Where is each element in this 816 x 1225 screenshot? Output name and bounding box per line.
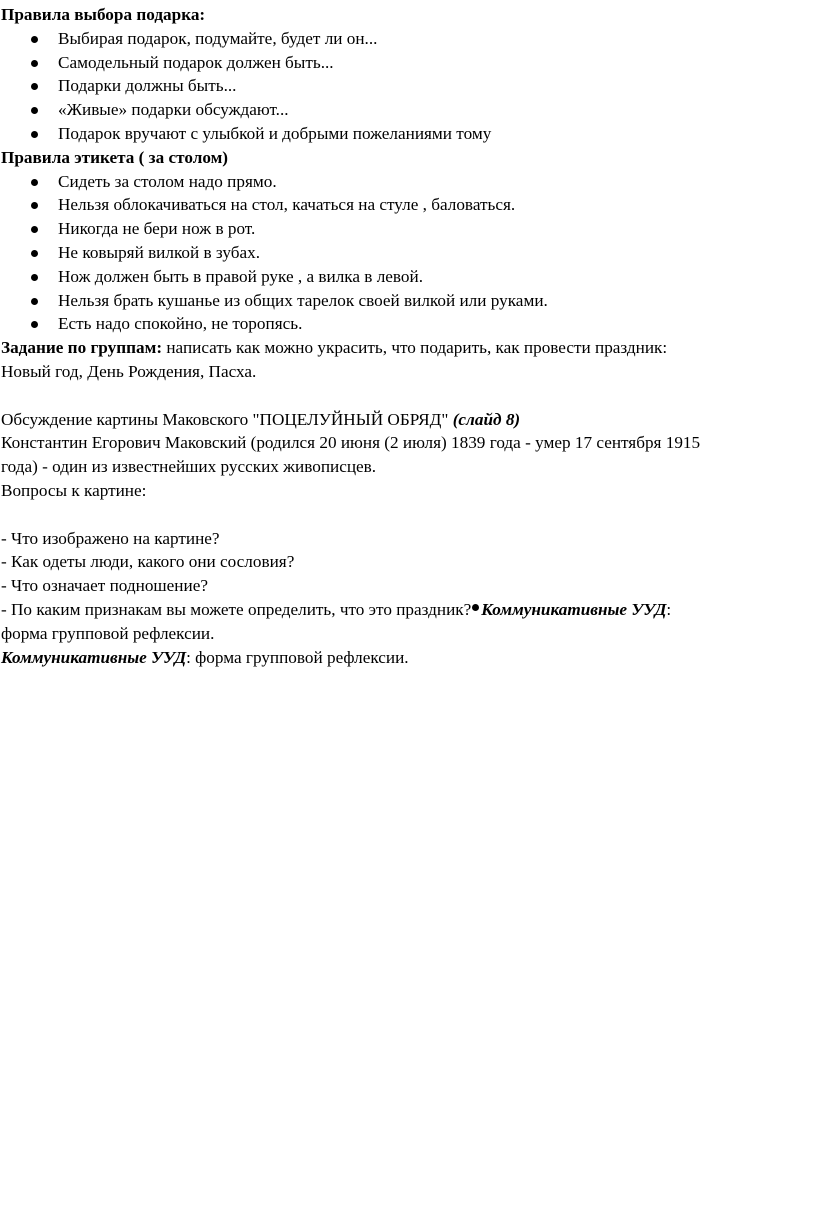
list-item: Не ковыряй вилкой в зубах. — [0, 241, 812, 265]
list-item: Никогда не бери нож в рот. — [0, 217, 812, 241]
document-page — [0, 3, 812, 669]
question-4-line2: форма групповой рефлексии. — [1, 623, 215, 643]
list-item: Нельзя брать кушанье из общих тарелок своей вилкой или руками. — [0, 289, 812, 313]
bullet-icon — [31, 274, 38, 281]
list-item: «Живые» подарки обсуждают... — [0, 98, 812, 122]
question-3: - Что означает подношение? — [1, 576, 208, 596]
table-rules-heading: Правила этикета ( за столом) — [1, 147, 229, 167]
bullet-icon — [31, 36, 38, 43]
list-item: Подарки должны быть... — [0, 74, 812, 98]
bullet-icon — [31, 60, 38, 67]
list-item: Есть надо спокойно, не торопясь. — [0, 312, 812, 336]
closing-line — [0, 646, 812, 670]
question-4 — [0, 598, 812, 622]
list-item: Подарок вручают с улыбкой и добрыми пожеланиями тому — [0, 122, 812, 146]
closing-label: Коммуникативные УУД — [1, 647, 187, 667]
gift-rules-list — [0, 27, 812, 146]
question-4-text: - По каким признакам вы можете определить, что это праздник? — [1, 599, 472, 619]
bullet-icon — [31, 250, 38, 257]
gift-rules-heading: Правила выбора подарка: — [1, 5, 206, 24]
bullet-icon — [31, 298, 38, 305]
bullet-icon — [31, 107, 38, 114]
painting-title-text: Обсуждение картины Маковского "ПОЦЕЛУЙНЫЙ ОБРЯД" — [1, 409, 453, 429]
bullet-icon — [31, 83, 38, 90]
list-item: Выбирая подарок, подумайте, будет ли он... — [0, 27, 812, 51]
bullet-icon — [31, 202, 38, 209]
table-rules-list — [0, 170, 812, 337]
bullet-icon — [31, 321, 38, 328]
painter-bio-line2: года) - один из известнейших русских живописцев. — [1, 457, 377, 477]
bullet-icon — [31, 226, 38, 233]
questions-label: Вопросы к картине: — [1, 480, 147, 500]
bullet-icon — [472, 604, 479, 611]
bullet-icon — [31, 131, 38, 138]
group-task-line2: Новый год, День Рождения, Пасха. — [1, 361, 257, 381]
question-2: - Как одеты люди, какого они сословия? — [1, 552, 295, 572]
group-task-text: написать как можно украсить, что подарить, как провести праздник: — [162, 338, 668, 358]
question-1: - Что изображено на картине? — [1, 528, 220, 548]
closing-text: : форма групповой рефлексии. — [186, 647, 409, 667]
list-item: Нож должен быть в правой руке , а вилка в левой. — [0, 265, 812, 289]
bullet-icon — [31, 179, 38, 186]
list-item: Нельзя облокачиваться на стол, качаться на стуле , баловаться. — [0, 193, 812, 217]
group-task — [0, 336, 812, 360]
spacer — [0, 503, 812, 527]
list-item: Сидеть за столом надо прямо. — [0, 170, 812, 194]
painting-title — [0, 408, 812, 432]
communicative-label: Коммуникативные УУД — [481, 599, 667, 619]
slide-reference: (слайд 8) — [452, 409, 521, 429]
painter-bio-line1: Константин Егорович Маковский (родился 20 июня (2 июля) 1839 года - умер 17 сентября 1915 — [1, 433, 701, 453]
question-4-tail: : — [666, 599, 672, 619]
spacer — [0, 384, 812, 408]
group-task-label: Задание по группам: — [1, 338, 163, 358]
list-item: Самодельный подарок должен быть... — [0, 51, 812, 75]
